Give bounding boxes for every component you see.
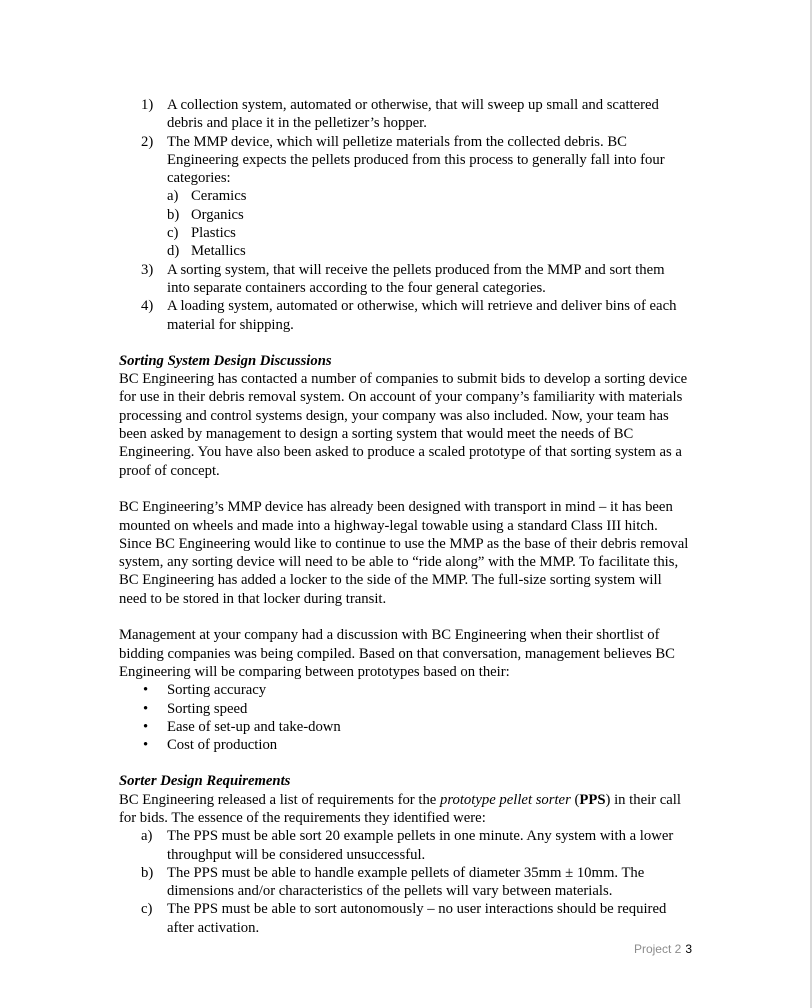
- bullet-text: Sorting accuracy: [167, 682, 267, 699]
- bullet-item: [119, 736, 691, 754]
- requirement-text: The PPS must be able to sort autonomously – no user interactions should be required after activation.: [167, 901, 667, 936]
- intro-acronym: PPS: [579, 791, 606, 808]
- bullet-item: [119, 718, 691, 736]
- footer-label: Project 2: [633, 942, 682, 956]
- requirement-letter: b): [141, 864, 154, 881]
- bullet-item: [119, 681, 691, 699]
- sublist-item: [167, 187, 691, 205]
- sublist-letter: b): [167, 206, 180, 223]
- sublist-item-text: Plastics: [191, 225, 236, 242]
- bullet-text: Ease of set-up and take-down: [167, 718, 341, 735]
- system-components-list: [119, 96, 691, 334]
- list-number: 3): [141, 261, 154, 278]
- requirements-list: [119, 827, 691, 937]
- paragraph: BC Engineering has contacted a number of companies to submit bids to develop a sorting device for use in their debris removal system. On account of your company’s familiarity with materials processing and control systems design, your company was also included. Now, your team has been asked by management to design a sorting system that would meet the needs of BC Engineering. You have also been asked to produce a scaled prototype of that sorting system as a proof of concept.: [119, 371, 688, 479]
- page-number: 3: [685, 942, 692, 956]
- intro-text: ) in their call for bids. The essence of the requirements they identified were:: [119, 791, 681, 826]
- list-item-text: The MMP device, which will pelletize materials from the collected debris. BC Engineering expects the pellets produced from this process to generally fall into four categories:: [167, 133, 665, 187]
- categories-sublist: [167, 187, 691, 260]
- list-item-text: A collection system, automated or otherwise, that will sweep up small and scattered debris and place it in the pelletizer’s hopper.: [167, 97, 659, 132]
- sublist-item: [167, 242, 691, 260]
- bullet-icon: •: [143, 682, 149, 699]
- requirement-letter: a): [141, 828, 153, 845]
- requirement-text: The PPS must be able to handle example pellets of diameter 35mm ± 10mm. The dimensions and/or characteristics of the pellets will vary between materials.: [167, 864, 645, 900]
- requirement-letter: c): [141, 901, 153, 918]
- intro-text: BC Engineering released a list of requirements for the: [119, 791, 440, 808]
- requirement-item: [119, 864, 691, 901]
- intro-emphasis: prototype pellet sorter: [439, 791, 571, 808]
- sublist-item-text: Metallics: [191, 243, 246, 260]
- sublist-item-text: Ceramics: [191, 188, 247, 205]
- intro-text: (: [570, 791, 580, 808]
- section-heading-sorting-discussions: Sorting System Design Discussions: [119, 352, 332, 369]
- requirement-item: [119, 900, 691, 937]
- bullet-icon: •: [143, 737, 149, 754]
- document-page: [119, 96, 691, 937]
- sublist-item: [167, 206, 691, 224]
- bullet-item: [119, 700, 691, 718]
- list-number: 4): [141, 298, 154, 315]
- sublist-letter: d): [167, 243, 180, 260]
- paragraph: Management at your company had a discussion with BC Engineering when their shortlist of bidding companies was being compiled. Based on that conversation, management believes BC Engineering will be comparing between prototypes based on their:: [119, 627, 675, 680]
- requirement-text: The PPS must be able sort 20 example pellets in one minute. Any system with a lower throughput will be considered unsuccessful.: [167, 828, 674, 863]
- list-number: 1): [141, 97, 154, 113]
- section-heading-sorter-requirements: Sorter Design Requirements: [119, 773, 291, 790]
- page-footer: [600, 942, 692, 956]
- bullet-icon: •: [143, 718, 149, 735]
- sublist-item: [167, 224, 691, 242]
- list-number: 2): [141, 133, 154, 150]
- list-item: [119, 133, 691, 261]
- paragraph: [119, 791, 691, 828]
- list-item: [119, 261, 691, 298]
- sublist-item-text: Organics: [191, 206, 244, 223]
- sublist-letter: c): [167, 225, 179, 242]
- bullet-text: Cost of production: [167, 737, 278, 754]
- bullet-text: Sorting speed: [167, 700, 248, 717]
- comparison-criteria-list: [119, 681, 691, 754]
- list-item-text: A loading system, automated or otherwise, which will retrieve and deliver bins of each material for shipping.: [167, 298, 677, 333]
- bullet-icon: •: [143, 700, 149, 717]
- list-item: [119, 297, 691, 334]
- list-item-text: A sorting system, that will receive the pellets produced from the MMP and sort them into separate containers according to the four general categories.: [167, 261, 665, 296]
- requirement-item: [119, 827, 691, 864]
- paragraph: BC Engineering’s MMP device has already been designed with transport in mind – it has been mounted on wheels and made into a highway-legal towable using a standard Class III hitch. Since BC Engineering would like to continue to use the MMP as the base of their debris removal system, any sorting device will need to be able to “ride along” with the MMP. To facilitate this, BC Engineering has added a locker to the side of the MMP. The full-size sorting system will need to be stored in that locker during transit.: [119, 499, 689, 607]
- list-item: [119, 96, 691, 133]
- sublist-letter: a): [167, 188, 179, 205]
